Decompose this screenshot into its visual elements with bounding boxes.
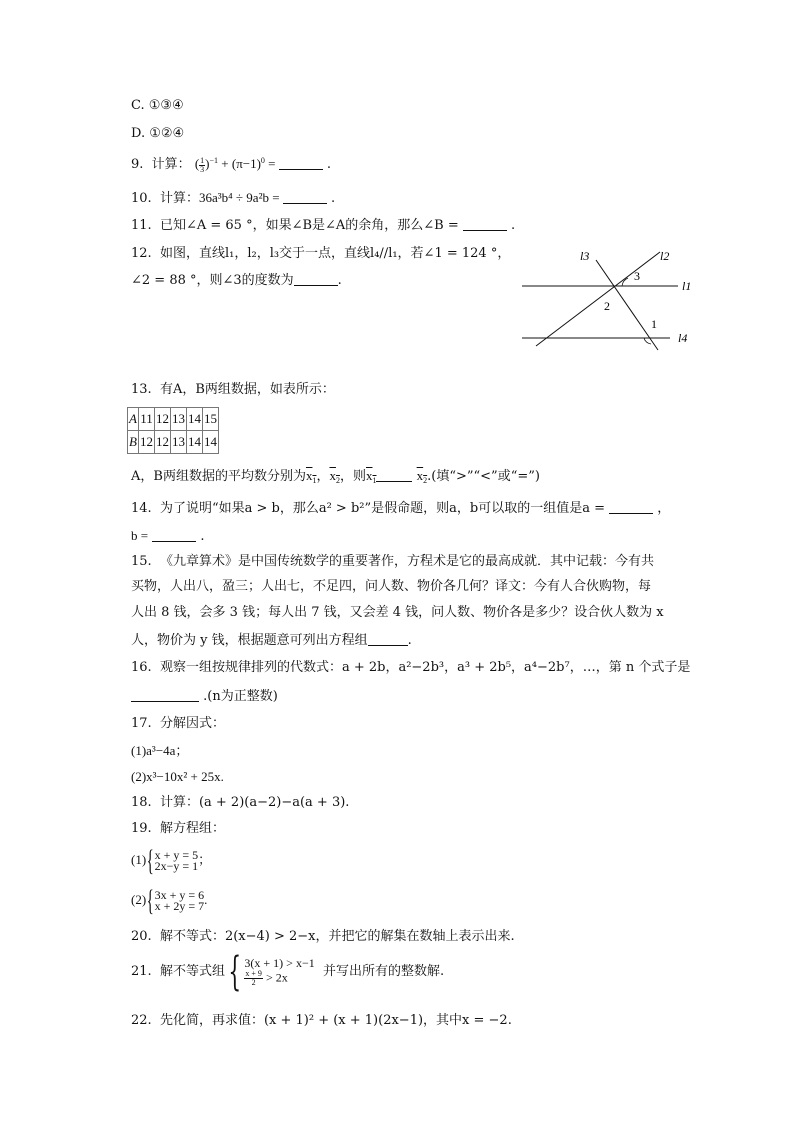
mean-x2: $x_2$	[416, 468, 428, 485]
answer-blank[interactable]	[294, 273, 338, 286]
question-14: 14. 为了说明“如果a > b，那么a² > b²”是假命题，则a，b可以取的一组值是a = ，	[131, 501, 671, 516]
table-row	[128, 431, 219, 454]
question-15-line4: 人，物价为 y 钱，根据题意可列出方程组 .	[131, 633, 412, 648]
question-19-part1: (1){ x + y = 5 2x−y = 1 ；	[131, 844, 212, 878]
question-9: 9. 计算： ( $\frac{1}{3}$ )$^{-1} + (\pi-1)^0$ = .	[131, 155, 332, 174]
answer-blank[interactable]	[131, 689, 199, 702]
question-text: A，B两组数据的平均数分别为	[131, 469, 306, 484]
table-row	[128, 408, 219, 431]
question-text: 并写出所有的整数解.	[322, 964, 445, 979]
table-cell: 12	[154, 431, 170, 454]
figure-label: l1	[682, 279, 692, 293]
question-number: 16.	[131, 660, 152, 675]
math-expression: 36a³b⁴ ÷ 9a²b =	[198, 190, 283, 205]
question-17-part2: (2)x³−10x² + 25x.	[131, 769, 224, 784]
table-cell: 11	[138, 408, 154, 431]
question-number: 9.	[131, 157, 144, 172]
question-15	[131, 553, 654, 571]
question-text: 分解因式：	[159, 716, 225, 731]
question-12	[131, 245, 510, 263]
geometry-figure	[510, 242, 700, 352]
question-text: ，则	[339, 469, 366, 484]
equation-system: 3x + y = 6 x + 2y = 7	[154, 888, 205, 914]
question-text: 计算：(a + 2)(a−2)−a(a + 3).	[159, 795, 350, 810]
question-text: 观察一组按规律排列的代数式：a + 2b，a²−2b³，a³ + 2b⁵，a⁴−2b⁷，…，第 n 个式子是	[159, 660, 691, 675]
question-text: 《九章算术》是中国传统数学的重要著作，方程术是它的最高成就．其中记载：今有共	[159, 554, 654, 569]
question-number: 17.	[131, 716, 152, 731]
question-text: 如图，直线l₁，l₂，l₃交于一点，直线l₄//l₁，若∠1 = 124 °，	[159, 246, 511, 261]
question-text: 已知∠A = 65 °，如果∠B是∠A的余角，那么∠B =	[159, 218, 463, 233]
answer-blank[interactable]	[609, 501, 653, 514]
question-13-line2: A，B两组数据的平均数分别为$x_1$，$x_2$，则$x_1$ $x_2$.(填“>”“<”或“=”)	[131, 468, 540, 485]
mean-x1: $x_1$	[305, 468, 317, 485]
question-17-part1: (1)a³−4a；	[131, 743, 189, 758]
answer-blank[interactable]	[283, 191, 327, 204]
mean-x1: $x_1$	[365, 468, 377, 485]
question-18	[131, 794, 349, 812]
figure-label: 2	[604, 299, 610, 313]
table-cell: 15	[202, 408, 218, 431]
question-text: 计算：	[159, 191, 199, 206]
table-cell: 13	[170, 431, 186, 454]
question-15-line3: 人出 8 钱，会多 3 钱；每人出 7 钱，又会差 4 钱，问人数、物价各是多少？设合伙人数为 x	[131, 605, 664, 620]
question-number: 11.	[131, 218, 152, 233]
answer-blank[interactable]	[152, 529, 196, 542]
equation-system: x + y = 5 2x−y = 1	[154, 848, 199, 874]
question-number: 12.	[131, 246, 152, 261]
question-19-part2: (2){ 3x + y = 6 x + 2y = 7 .	[131, 884, 208, 918]
question-text: (填“>”“<”或“=”)	[431, 469, 540, 484]
question-text: 解方程组：	[159, 821, 225, 836]
answer-blank[interactable]	[279, 157, 323, 170]
question-number: 21.	[131, 964, 152, 979]
table-cell: 12	[154, 408, 170, 431]
question-number: 14.	[131, 501, 152, 516]
question-text: 人，物价为 y 钱，根据题意可列出方程组	[131, 633, 368, 648]
question-number: 10.	[131, 191, 152, 206]
line-l2	[536, 252, 660, 346]
question-16-line2: .(n为正整数)	[131, 688, 278, 706]
question-text: 解不等式组	[159, 964, 225, 979]
math-expression: ( $\frac{1}{3}$ )$^{-1} + (\pi-1)^0$ =	[194, 155, 279, 174]
question-22	[131, 1012, 512, 1030]
question-text: b =	[131, 528, 149, 543]
table-cell: 12	[138, 431, 154, 454]
question-number: 15.	[131, 554, 152, 569]
question-12-line2: ∠2 = 88 °，则∠3的度数为 .	[131, 273, 342, 288]
question-text: 为了说明“如果a > b，那么a² > b²”是假命题，则a，b可以取的一组值是a =	[159, 501, 605, 516]
option-c: C. ①③④	[131, 98, 184, 113]
answer-blank[interactable]	[368, 633, 408, 646]
answer-blank[interactable]	[463, 218, 507, 231]
question-text: 解不等式：2(x−4) > 2−x，并把它的解集在数轴上表示出来.	[159, 929, 515, 944]
question-text: ∠2 = 88 °，则∠3的度数为	[131, 273, 294, 288]
question-15-line2: 买物，人出八，盈三；人出七，不足四，问人数、物价各几何？译文：今有人合伙购物，每	[131, 579, 652, 594]
inequality-system: 3(x + 1) > x−1 $\frac{x + 9}{2}$ > 2x	[244, 956, 315, 987]
table-cell: 14	[186, 408, 202, 431]
question-number: 19.	[131, 821, 152, 836]
figure-label: l4	[678, 331, 688, 345]
question-number: 20.	[131, 929, 152, 944]
question-text: (n为正整数)	[207, 689, 278, 704]
option-d: D. ①②④	[131, 126, 185, 141]
question-number: 13.	[131, 382, 152, 397]
question-21: 21. 解不等式组{ 3(x + 1) > x−1 $\frac{x + 9}{2}$ > 2x 并写出所有的整数解.	[131, 948, 445, 995]
table-cell: 14	[186, 431, 202, 454]
question-10: 10. 计算：36a³b⁴ ÷ 9a²b = .	[131, 190, 336, 206]
figure-label: l3	[580, 249, 590, 263]
figure-label: l2	[660, 249, 670, 263]
question-19	[131, 820, 225, 838]
question-17	[131, 715, 225, 733]
table-cell: A	[128, 408, 139, 431]
table-cell: B	[128, 431, 139, 454]
data-table	[127, 407, 219, 454]
angle-mark-3	[622, 278, 628, 286]
question-16	[131, 659, 690, 677]
question-11: 11. 已知∠A = 65 °，如果∠B是∠A的余角，那么∠B = .	[131, 218, 516, 233]
question-text: 有A，B两组数据，如表所示：	[159, 382, 335, 397]
question-number: 22.	[131, 1013, 152, 1028]
figure-label: 3	[634, 269, 640, 283]
question-14-line2: b = .	[131, 528, 205, 544]
question-text: 先化简，再求值：(x + 1)² + (x + 1)(2x−1)，其中x = −2.	[159, 1013, 512, 1028]
mean-x2: $x_2$	[329, 468, 340, 485]
answer-blank[interactable]	[376, 469, 412, 482]
table-cell: 14	[202, 431, 218, 454]
question-text: 计算：	[151, 157, 191, 172]
question-20	[131, 928, 515, 946]
question-number: 18.	[131, 795, 152, 810]
question-13	[131, 381, 335, 399]
table-cell: 13	[170, 408, 186, 431]
figure-label: 1	[651, 317, 657, 331]
